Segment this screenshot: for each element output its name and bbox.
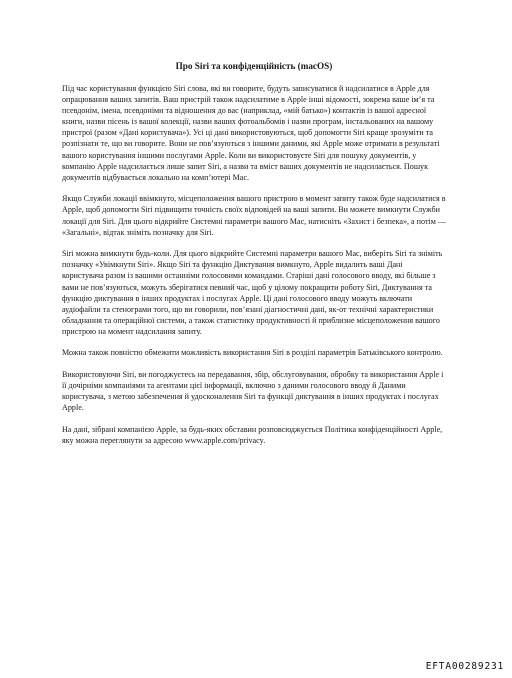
document-title: Про Siri та конфіденційність (macOS) [175,61,333,71]
document-paragraph: Якщо Служби локації ввімкнуто, місцеположення вашого пристрою в момент запиту також буде надсилатися в Apple, щоб допомогти Siri підвищити точність своїх відповідей на ваші запити. Ви можете вимкнути Служби локації для Siri. Для цього відкрийте Системні параметри вашого Mac, натисніть «Захист і безпека», а потім — «Загальні», відтак зніміть позначку для Siri. [62,194,446,237]
document-paragraph: Використовуючи Siri, ви погоджуєтесь на передавання, збір, обслуговування, обробку та використання Apple і її дочірніми компаніями та агентами цієї інформації, включно з даними голосового вводу й Даними користувача, з метою забезпечення й удосконалення Siri та функції диктування в інших продуктах і послугах Apple. [62,370,444,413]
document-page [62,60,446,457]
document-paragraph: Siri можна вимкнути будь-коли. Для цього відкрийте Системні параметри вашого Mac, виберіть Siri та зніміть позначку «Увімкнути Siri». Якщо Siri та функцію Диктування вимкнуто, Apple видалить ваші Дані користувача разом із вашими останніми голосовими командами. Старіші дані голосового вводу, які більше з вами не пов’язуються, можуть зберігатися певний час, щоб у цілому покращити роботу Siri, Диктування та функцію диктування в інших продуктах і послугах Apple. Ці дані голосового вводу можуть включати аудіофайли та стенограми того, що ви говорили, пов’язані діагностичні дані, як-от технічні характеристики обладнання та операційної системи, а також статистику продуктивності й приблизне місцеположення вашого пристрою на момент надсилання запиту. [62,249,443,336]
document-paragraph: Під час користування функцією Siri слова, які ви говорите, будуть записуватися й надсилатися в Apple для опрацювання ваших запитів. Ваш пристрій також надсилатиме в Apple інші відомості, зокрема ваше ім’я та псевдонім, імена, псевдоніми та відношення до вас (наприклад, «мій батько») контактів із вашої адресної книги, назви пісень із вашої колекції, назви ваших фотоальбомів і назви програм, інстальованих на вашому пристрої (разом «Дані користувача»). Усі ці дані використовуються, щоб допомогти Siri краще зрозуміти та розпізнати те, що ви говорите. Вони не пов’язуються з іншими даними, які Apple може отримати в результаті вашого користування іншими послугами Apple. Коли ви використовуєте Siri для пошуку документів, у компанію Apple надсилається лише запит Siri, а назви та вміст ваших документів не надсилається. Пошук документів відбувається локально на комп’ютері Mac. [62,84,440,182]
document-paragraph: Можна також повністю обмежити можливість використання Siri в розділі параметрів Батьківського контролю. [62,348,443,358]
document-id-stamp: EFTA00289231 [425,661,504,672]
document-paragraph: На дані, зібрані компанією Apple, за будь-яких обставин розповсюджується Політика конфіденційності Apple, яку можна переглянути за адресою www.apple.com/privacy. [62,424,443,446]
